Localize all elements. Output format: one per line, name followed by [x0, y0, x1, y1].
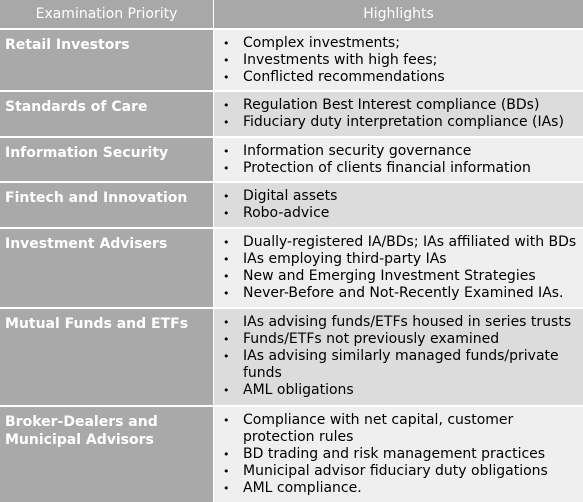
list-item: • IAs advising similarly managed funds/private funds — [223, 348, 559, 381]
priority-cell: Information Security — [0, 136, 213, 181]
priority-cell: Fintech and Innovation — [0, 181, 213, 227]
list-item: • Protection of clients financial information — [223, 160, 531, 176]
list-item: • Compliance with net capital, customer protection rules — [223, 412, 514, 445]
bullet-icon: • — [223, 253, 230, 266]
highlights-cell — [213, 136, 583, 181]
bullet-icon: • — [223, 116, 230, 129]
list-item: • Digital assets — [223, 188, 338, 204]
list-item: • AML obligations — [223, 382, 354, 398]
bullet-icon: • — [223, 145, 230, 158]
list-item: • Dually-registered IA/BDs; IAs affiliated with BDs — [223, 234, 577, 250]
highlights-list — [214, 234, 583, 302]
highlights-cell — [213, 90, 583, 136]
list-item: • AML compliance. — [223, 480, 362, 496]
highlights-cell — [213, 28, 583, 90]
bullet-icon: • — [223, 71, 230, 84]
priority-cell: Retail Investors — [0, 28, 213, 90]
highlights-list — [214, 314, 583, 399]
bullet-icon: • — [223, 162, 230, 175]
list-item: • Regulation Best Interest compliance (BDs) — [223, 97, 540, 113]
list-item: • Investments with high fees; — [223, 52, 438, 68]
priority-cell: Investment Advisers — [0, 227, 213, 307]
highlights-cell — [213, 181, 583, 227]
bullet-icon: • — [223, 333, 230, 346]
list-item: • New and Emerging Investment Strategies — [223, 268, 536, 284]
bullet-icon: • — [223, 207, 230, 220]
highlights-cell — [213, 405, 583, 502]
bullet-icon: • — [223, 287, 230, 300]
list-item: • Funds/ETFs not previously examined — [223, 331, 500, 347]
list-item: • IAs employing third-party IAs — [223, 251, 447, 267]
list-item: • BD trading and risk management practices — [223, 446, 546, 462]
highlights-list — [214, 188, 583, 222]
list-item: • Complex investments; — [223, 35, 400, 51]
bullet-icon: • — [223, 448, 230, 461]
bullet-icon: • — [223, 384, 230, 397]
bullet-icon: • — [223, 465, 230, 478]
list-item: • IAs advising funds/ETFs housed in series trusts — [223, 314, 572, 330]
header-examination-priority: Examination Priority — [0, 0, 213, 28]
priority-cell: Mutual Funds and ETFs — [0, 307, 213, 405]
priority-cell: Standards of Care — [0, 90, 213, 136]
highlights-cell — [213, 307, 583, 405]
list-item: • Information security governance — [223, 143, 472, 159]
highlights-list — [214, 35, 583, 86]
bullet-icon: • — [223, 99, 230, 112]
list-item: • Municipal advisor fiduciary duty obligations — [223, 463, 548, 479]
bullet-icon: • — [223, 190, 230, 203]
bullet-icon: • — [223, 414, 230, 427]
list-item: • Never-Before and Not-Recently Examined IAs. — [223, 285, 564, 301]
priority-cell: Broker-Dealers and Municipal Advisors — [0, 405, 213, 502]
bullet-icon: • — [223, 482, 230, 495]
list-item: • Fiduciary duty interpretation compliance (IAs) — [223, 114, 564, 130]
list-item: • Robo-advice — [223, 205, 330, 221]
bullet-icon: • — [223, 350, 230, 363]
header-highlights: Highlights — [213, 0, 583, 28]
highlights-list — [214, 143, 583, 177]
highlights-cell — [213, 227, 583, 307]
bullet-icon: • — [223, 316, 230, 329]
bullet-icon: • — [223, 270, 230, 283]
bullet-icon: • — [223, 236, 230, 249]
bullet-icon: • — [223, 37, 230, 50]
list-item: • Conflicted recommendations — [223, 69, 445, 85]
highlights-list — [214, 412, 583, 497]
bullet-icon: • — [223, 54, 230, 67]
highlights-list — [214, 97, 583, 131]
